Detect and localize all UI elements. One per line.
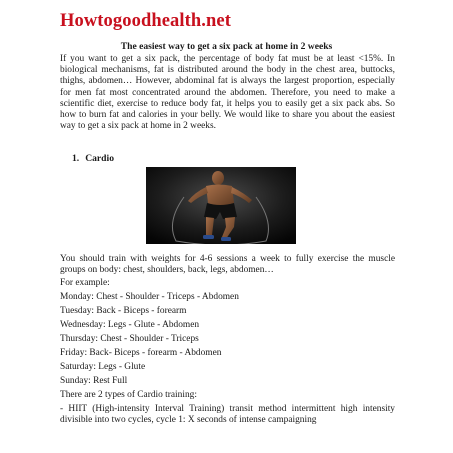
article-title: The easiest way to get a six pack at home in 2 weeks xyxy=(120,41,333,52)
schedule-line: Wednesday: Legs - Glute - Abdomen xyxy=(60,320,200,330)
jump-rope-photo xyxy=(146,167,296,244)
section-title: Cardio xyxy=(85,153,114,164)
section-number: 1. xyxy=(72,153,80,164)
intro-paragraph: If you want to get a six pack, the percentage of body fat must be at least <15%. In biological mechanisms, fat is distributed around the body in the chest area, buttocks, thighs, abdomen… However, abdominal fat is always the largest proportion, especially for men fat most concentrated around the abdomen. Therefore, you need to make a scientific diet, exercise to reduce body fat, it helps you to easily get a six pack abs. So how to burn fat and calories in your belly. We would like to share you about the easiest way to get a six pack at home in 2 weeks. xyxy=(60,54,395,132)
schedule-line: Friday: Back- Biceps - forearm - Abdomen xyxy=(60,348,222,358)
schedule-line: Thursday: Chest - Shoulder - Triceps xyxy=(60,334,199,344)
cardio-types-line: There are 2 types of Cardio training: xyxy=(60,390,197,400)
schedule-line: Saturday: Legs - Glute xyxy=(60,362,146,372)
hiit-paragraph: - HIIT (High-intensity Interval Training) transit method intermittent high intensity divisible into two cycles, cycle 1: X seconds of intense campaigning xyxy=(60,404,395,425)
schedule-line: Tuesday: Back - Biceps - forearm xyxy=(60,306,187,316)
section-heading-cardio xyxy=(72,153,114,164)
for-example-label: For example: xyxy=(60,278,110,288)
schedule-line: Monday: Chest - Shoulder - Triceps - Abdomen xyxy=(60,292,239,302)
athlete-illustration xyxy=(146,167,296,244)
weights-paragraph: You should train with weights for 4-6 sessions a week to fully exercise the muscle groups on body: chest, shoulders, back, legs, abdomen… xyxy=(60,254,395,276)
site-brand: Howtogoodhealth.net xyxy=(60,11,231,31)
schedule-line: Sunday: Rest Full xyxy=(60,376,128,386)
